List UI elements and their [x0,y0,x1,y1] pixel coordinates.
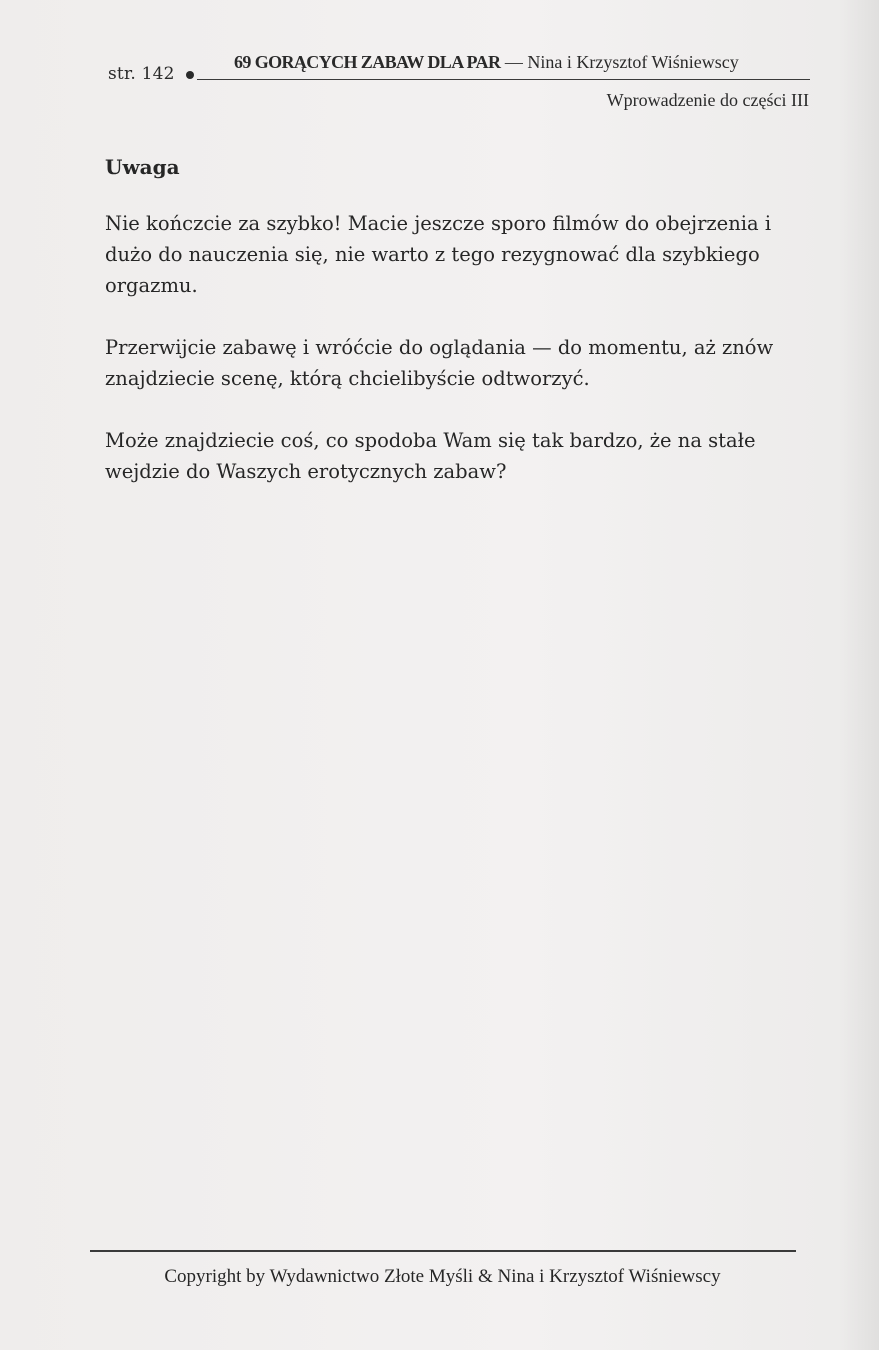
section-title: Wprowadzenie do części III [606,90,809,110]
header-rule [197,79,810,80]
paragraph: Przerwijcie zabawę i wróćcie do oglądania — do momentu, aż znów znajdziecie scenę, którą chcielibyście odtworzyć. [105,336,774,390]
paragraph: Nie kończcie za szybko! Macie jeszcze sporo filmów do obejrzenia i dużo do nauczenia się, nie warto z tego rezygnować dla szybkiego orgazmu. [105,212,772,297]
copyright-notice: Copyright by Wydawnictwo Złote Myśli & Nina i Krzysztof Wiśniewscy [164,1266,721,1287]
page-edge-shadow [839,0,879,1350]
footer-rule [90,1250,796,1252]
header-bullet [186,71,194,79]
running-header [234,52,739,73]
paragraph: Może znajdziecie coś, co spodoba Wam się tak bardzo, że na stałe wejdzie do Waszych erotycznych zabaw? [105,429,756,483]
book-title: 69 GORĄCYCH ZABAW DLA PAR [234,52,501,72]
section-heading: Uwaga [105,155,180,179]
book-authors: Nina i Krzysztof Wiśniewscy [527,52,739,72]
main-content [105,150,817,518]
title-separator: — [500,52,528,72]
page-number: str. 142 [108,64,175,84]
